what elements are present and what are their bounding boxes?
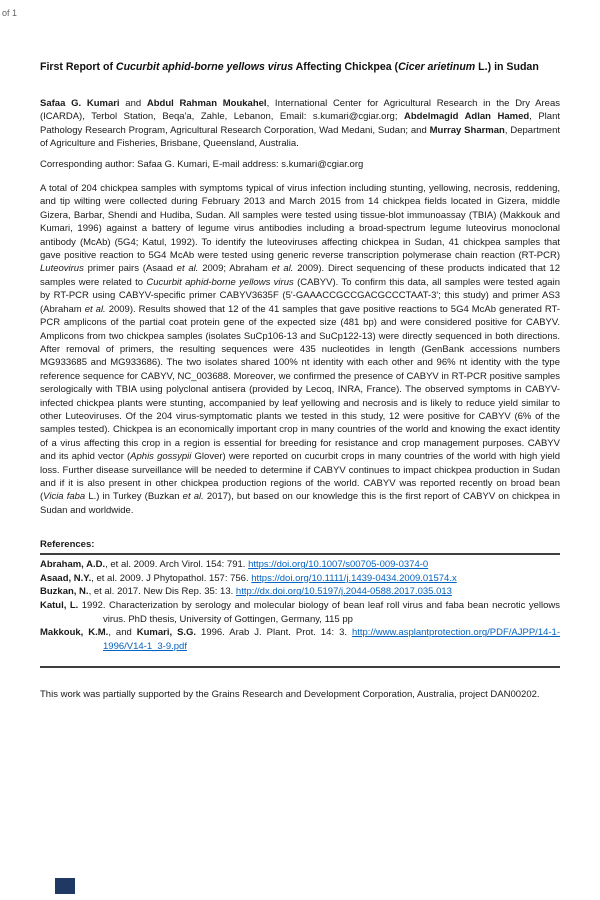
corresponding-author-line: Corresponding author: Safaa G. Kumari, E-mail address: s.kumari@cgiar.org: [40, 158, 364, 170]
acknowledgment-paragraph: This work was partially supported by the Grains Research and Development Corporation, Australia, project DAN00202.: [40, 689, 540, 701]
text-run: Kumari, S.G.: [136, 627, 197, 639]
text-run: L.) in Sudan: [475, 61, 539, 73]
reference-item: [40, 599, 560, 626]
reference-item: [40, 572, 560, 586]
references-list: [40, 558, 560, 653]
authors-paragraph: [40, 97, 560, 151]
text-run: , Department of Agriculture and Fisheries, Brisbane, Queensland, Australia.: [40, 124, 560, 150]
references-divider-bottom: [40, 666, 560, 668]
paper-title: [40, 60, 560, 75]
text-run: Safaa G. Kumari: [40, 98, 120, 109]
text-run: Abdelmagid Adlan Hamed: [404, 111, 530, 123]
text-run: et al.: [271, 263, 294, 275]
text-run: 2009). Direct sequencing of these products indicated that 12 samples were related to: [40, 263, 560, 288]
text-run: Vicia faba: [43, 491, 86, 503]
text-run: et al.: [182, 491, 204, 503]
text-run: et al.: [84, 303, 106, 315]
text-run: Affecting Chickpea (: [293, 61, 399, 73]
text-run: 2009). Results showed that 12 of the 41 samples that gave positive reactions to 5G4 McAb generated RT-PCR amplicons of the partial coat protein gene of the expected size (481 bp) and were considered positive for CABYV. Amplicons from two chickpea samples (isolates SuCp106-13 and SuCp122-13) were directly sequenced in both directions. After removal of primers, the resulting sequences were 435 nucleotides in length (GenBank accessions numbers MG933685 and MG933686). The two isolates shared 100% nt identity with each other and 96% nt identity with the type reference sequence for CABYV, NC_003688. Moreover, we confirmed the presence of CABYV in RT-PCR positive samples serologically with TBIA using polyclonal antisera (provided by Lecoq, INRA, France). The observed symptoms in CABYV-infected chickpea plants were stunting, accompanied by leaf yellowing and necrosis and is likely to reduce yield similar to other Luteoviruses. Of the 204 virus-symptomatic plants we tested in this study, 12 were positive for CABYV (6% of the samples tested). Chickpea is an economically important crop in many countries of the world and knowing the exact identity of a virus affecting this crop in a region is essential for breeding for resistance and crop management purposes. CABYV and its aphid vector (: [40, 303, 560, 463]
text-run: Abdul Rahman Moukahel: [146, 98, 267, 109]
text-run: 1996. Arab J. Plant. Prot. 14: 3.: [196, 627, 352, 639]
reference-link[interactable]: http://www.asplantprotection.org/PDF/AJPP/14-1-1996/V14-1_3-9.pdf: [103, 627, 560, 652]
text-run: Murray Sharman: [429, 124, 505, 136]
text-run: , and: [108, 627, 137, 639]
reference-link[interactable]: http://dx.doi.org/10.5197/j.2044-0588.2017.035.013: [235, 586, 452, 598]
text-run: Katul, L.: [40, 599, 79, 611]
page-indicator: of 1: [2, 8, 18, 18]
references-heading: References:: [40, 539, 95, 551]
blue-square-mark: [55, 878, 75, 894]
reference-link[interactable]: https://doi.org/10.1111/j.1439-0434.2009.01574.x: [251, 572, 457, 584]
text-run: primer pairs (Asaad: [83, 263, 177, 275]
text-run: Glover) were reported on cucurbit crops in many countries of the world with high yield loss. Further disease surveillance will be needed to determine if CABYV continues to impact chickpea production in Sudan and if it is also present in other chickpea production regions of the world. CABYV was reported recently on broad bean (: [40, 451, 561, 503]
text-run: First Report of: [40, 61, 116, 73]
text-run: A total of 204 chickpea samples with symptoms typical of virus infection including stunting, yellowing, necrosis, reddening, and tip wilting were collected during February 2013 and March 2015 from 14 chickpea fields located in Gizera, middle Gizera, Barbar, Shendi and Hudiba, Sudan. All samples were tested using tissue-blot immunoassay (TBIA) (Makkouk and Kumari, 1996) against a battery of legume virus antibodies including a broad-spectrum legume luteovirus monoclonal antibody (McAb) (5G4; Katul, 1992). To identify the luteoviruses affecting chickpea in Sudan, 41 chickpea samples that gave positive reaction to 5G4 McAb were tested using generic reverse transcription polymerase chain reaction (RT-PCR): [40, 183, 560, 262]
text-run: and: [119, 98, 147, 109]
text-run: Cicer arietinum: [398, 61, 476, 73]
text-run: (CABYV). To confirm this data, all samples were tested again by RT-PCR using CABYV-specific primer CABYV3635F (5'-GAAACCGCCGACGCCCTAAT-3'; this study) and primer AS3 (Abraham: [40, 276, 560, 315]
text-run: 2009; Abraham: [198, 263, 272, 275]
text-run: 1992. Characterization by serology and molecular biology of bean leaf roll virus and faba bean necrotic yellows virus. PhD thesis, University of Gottingen, Germany, 115 pp: [78, 599, 560, 625]
text-run: Asaad, N.Y.: [40, 572, 92, 584]
text-run: Buzkan, N.: [40, 586, 89, 598]
text-run: Aphis gossypii: [130, 451, 192, 463]
text-run: Abraham, A.D.: [40, 559, 106, 571]
text-run: L.) in Turkey (Buzkan: [85, 491, 183, 503]
text-run: , International Center for Agricultural Research in the Dry Areas (ICARDA), Terbol Station, Beqa'a, Zahle, Lebanon, Email: s.kumari@cgiar.org;: [40, 98, 560, 123]
text-run: Cucurbit aphid-borne yellows virus: [146, 276, 294, 288]
text-run: , et al. 2017. New Dis Rep. 35: 13.: [88, 586, 236, 598]
text-run: , et al. 2009. J Phytopathol. 157: 756.: [91, 572, 252, 584]
reference-item: [40, 585, 560, 599]
reference-link[interactable]: https://doi.org/10.1007/s00705-009-0374-0: [248, 559, 429, 571]
text-run: , Plant Pathology Research Program, Agricultural Research Corporation, Wad Medani, Sudan; and: [40, 111, 560, 136]
reference-item: [40, 626, 560, 653]
references-divider-top: [40, 553, 560, 555]
abstract-paragraph: [40, 182, 560, 517]
text-run: 2017), but based on our knowledge this is the first report of CABYV on chickpea in Sudan and worldwide.: [40, 491, 560, 516]
text-run: Makkouk, K.M.: [40, 627, 109, 639]
reference-item: [40, 558, 560, 572]
text-run: Luteovirus: [40, 263, 84, 275]
text-run: , et al. 2009. Arch Virol. 154: 791.: [105, 559, 249, 571]
text-run: et al.: [176, 263, 199, 275]
text-run: Cucurbit aphid-borne yellows virus: [115, 61, 294, 73]
